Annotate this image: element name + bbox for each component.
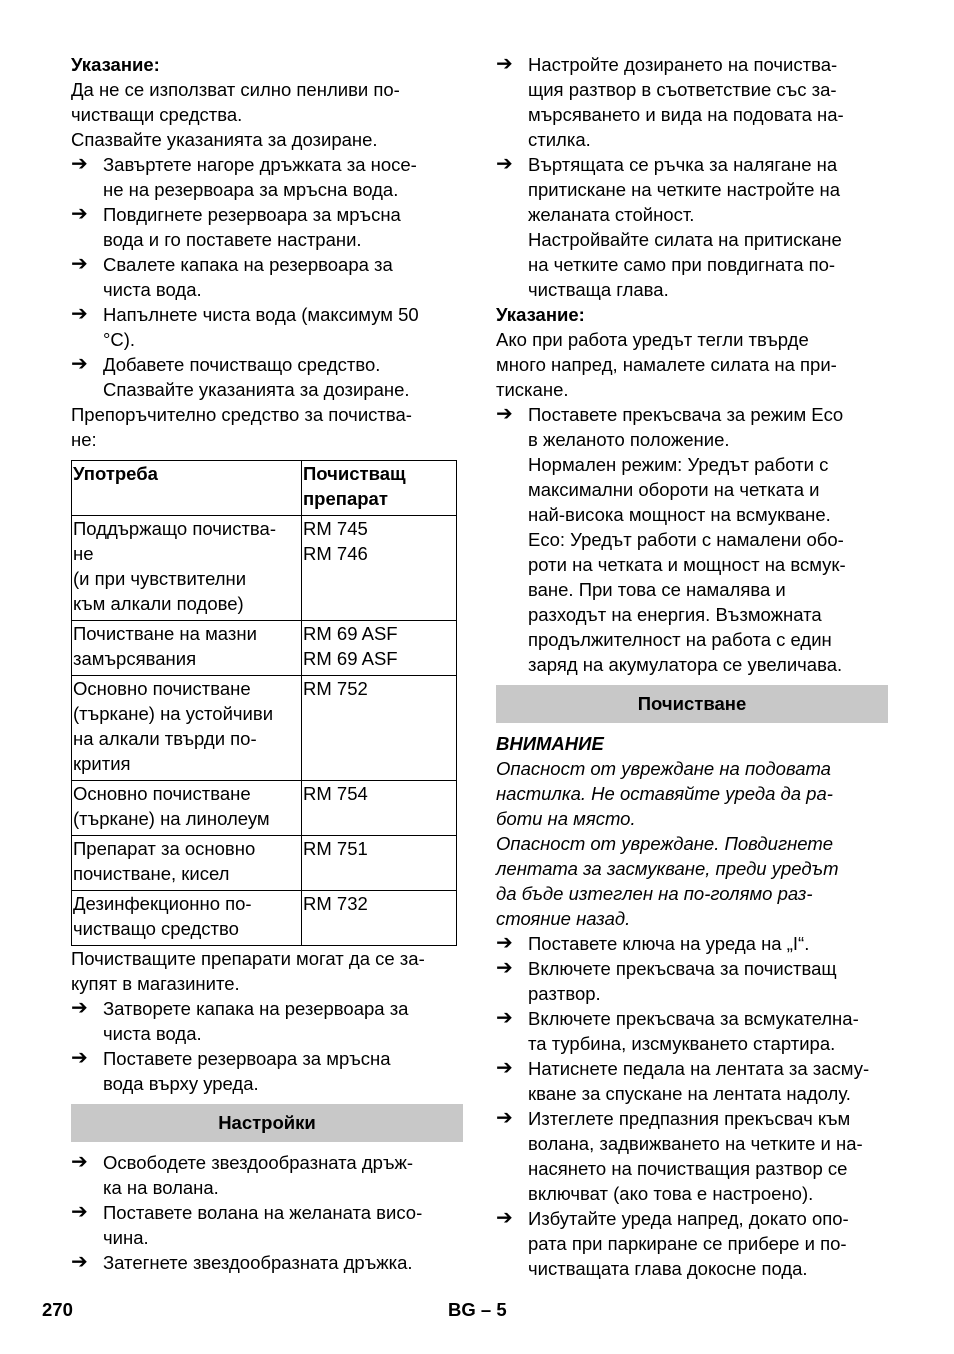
step-list <box>71 1150 463 1275</box>
list-item <box>496 402 888 452</box>
arrow-right-icon: ➔ <box>496 957 513 979</box>
arrow-right-icon: ➔ <box>71 1047 88 1069</box>
arrow-right-icon: ➔ <box>496 153 513 175</box>
text-line: Ако при работа уредът тегли твърде <box>496 329 809 350</box>
text-line: купят в магазините. <box>71 973 240 994</box>
text-line: RM 754 <box>303 783 368 804</box>
table-cell-detergent <box>302 836 457 891</box>
text-line: чистващата глава докосне пода. <box>528 1258 808 1279</box>
text-line: продължителност на работа с един <box>528 629 832 650</box>
text-line: не <box>73 543 94 564</box>
table-cell-detergent <box>302 676 457 781</box>
text-line: Нормален режим: Уредът работи с <box>528 454 829 475</box>
text-line: Опасност от увреждане на подовата <box>496 758 831 779</box>
text-line: роти на четката и мощност на всмук- <box>528 554 846 575</box>
text-line: щия разтвор в съответствие със за- <box>528 79 837 100</box>
text-line: Затворете капака на резервоара за <box>103 998 409 1019</box>
table-cell-usage <box>72 621 302 676</box>
table-cell-usage <box>72 891 302 946</box>
table-row <box>72 781 457 836</box>
list-item <box>496 1106 888 1206</box>
table-row <box>72 516 457 621</box>
arrow-right-icon: ➔ <box>71 1151 88 1173</box>
step-list <box>496 52 888 227</box>
text-line: не: <box>71 429 97 450</box>
text-line: Поставете ключа на уреда на „I“. <box>528 933 810 954</box>
arrow-right-icon: ➔ <box>496 53 513 75</box>
text-line: заряд на акумулатора се увеличава. <box>528 654 843 675</box>
list-item <box>496 1006 888 1056</box>
arrow-right-icon: ➔ <box>496 1007 513 1029</box>
text-line: разходът на енергия. Възможната <box>528 604 822 625</box>
text-line: не на резервоара за мръсна вода. <box>103 179 399 200</box>
text-line: Спазвайте указанията за дозиране. <box>103 379 410 400</box>
list-item <box>71 1046 463 1096</box>
text-line: Настройте дозирането на почиства- <box>528 54 838 75</box>
left-column <box>71 52 463 1275</box>
text-line: Препарат за основно <box>73 838 256 859</box>
text-line: тискане. <box>496 379 569 400</box>
text-line: Изтеглете предпазния прекъсвач към <box>528 1108 851 1129</box>
list-item <box>496 1056 888 1106</box>
text-line: Eco: Уредът работи с намалени обо- <box>528 529 844 550</box>
table-cell-usage <box>72 676 302 781</box>
section-title-settings: Настройки <box>71 1104 463 1142</box>
text-line: мърсяването и вида на подовата на- <box>528 104 844 125</box>
step-list <box>71 996 463 1096</box>
text-line: чиста вода. <box>103 279 202 300</box>
text-line: RM 745 <box>303 518 368 539</box>
warning-title: ВНИМАНИЕ <box>496 733 604 754</box>
text-line: Включете прекъсвача за всмукателна- <box>528 1008 859 1029</box>
list-item <box>496 1206 888 1281</box>
text-line: Дезинфекционно по- <box>73 893 252 914</box>
text-line: Поставете волана на желаната висо- <box>103 1202 423 1223</box>
text-line: та турбина, изсмукването стартира. <box>528 1033 836 1054</box>
step-list <box>71 152 463 402</box>
recommend-text <box>71 402 463 452</box>
text-line: препарат <box>303 488 388 509</box>
text-line: Почистващите препарати могат да се за- <box>71 948 425 969</box>
text-line: крития <box>73 753 131 774</box>
text-line: RM 751 <box>303 838 368 859</box>
text-line: RM 69 ASF <box>303 623 398 644</box>
list-item <box>71 1200 463 1250</box>
text-line: Да не се използват силно пенливи по- <box>71 79 400 100</box>
text-line: настилка. Не оставяйте уреда да ра- <box>496 783 833 804</box>
text-line: стояние назад. <box>496 908 631 929</box>
text-line: RM 732 <box>303 893 368 914</box>
table-cell-detergent <box>302 621 457 676</box>
text-line: Натиснете педала на лентата за засму- <box>528 1058 870 1079</box>
text-line: RM 746 <box>303 543 368 564</box>
text-line: вода върху уреда. <box>103 1073 259 1094</box>
list-item <box>71 996 463 1046</box>
text-line: желаната стойност. <box>528 204 695 225</box>
list-item <box>71 202 463 252</box>
text-line: Повдигнете резервоара за мръсна <box>103 204 401 225</box>
table-row <box>72 621 457 676</box>
text-line: чистваща глава. <box>528 279 669 300</box>
text-line: Почистващ <box>303 463 406 484</box>
note-title: Указание: <box>496 304 585 325</box>
arrow-right-icon: ➔ <box>496 932 513 954</box>
arrow-right-icon: ➔ <box>71 353 88 375</box>
text-line: Добавете почистващо средство. <box>103 354 381 375</box>
text-line: чина. <box>103 1227 149 1248</box>
footer-section: BG – 5 <box>448 1299 507 1320</box>
text-line: Завъртете нагоре дръжката за носе- <box>103 154 417 175</box>
arrow-right-icon: ➔ <box>496 1207 513 1229</box>
note-title: Указание: <box>71 54 160 75</box>
text-line: Освободете звездообразната дръж- <box>103 1152 414 1173</box>
text-line: Основно почистване <box>73 678 251 699</box>
text-line: чиста вода. <box>103 1023 202 1044</box>
note-text <box>496 327 888 402</box>
step-list <box>496 402 888 452</box>
text-line: Свалете капака на резервоара за <box>103 254 393 275</box>
list-item <box>496 956 888 1006</box>
text-line: към алкали подове) <box>73 593 244 614</box>
text-line: Препоръчително средство за почиства- <box>71 404 412 425</box>
text-line: волана, задвижването на четките и на- <box>528 1133 863 1154</box>
table-cell-usage <box>72 836 302 891</box>
text-line: чистващо средство <box>73 918 239 939</box>
table-cell-usage <box>72 516 302 621</box>
text-line: Напълнете чиста вода (максимум 50 <box>103 304 419 325</box>
page-number: 270 <box>42 1299 73 1320</box>
text-line: лентата за засмукване, преди уредът <box>496 858 839 879</box>
warning-text <box>496 756 888 931</box>
text-line: вода и го поставете настрани. <box>103 229 362 250</box>
table-cell-usage <box>72 781 302 836</box>
list-item <box>71 1150 463 1200</box>
text-line: рата при паркиране се прибере и по- <box>528 1233 847 1254</box>
table-header-usage <box>72 461 302 516</box>
arrow-right-icon: ➔ <box>71 997 88 1019</box>
arrow-right-icon: ➔ <box>71 1201 88 1223</box>
text-line: разтвор. <box>528 983 601 1004</box>
text-line: Поставете резервоара за мръсна <box>103 1048 391 1069</box>
text-line: Поставете прекъсвача за режим Eco <box>528 404 844 425</box>
list-item <box>71 302 463 352</box>
text-line: почистване, кисел <box>73 863 230 884</box>
detergent-table <box>71 460 457 946</box>
step-list <box>496 931 888 1281</box>
text-line: ка на волана. <box>103 1177 219 1198</box>
text-line: в желаното положение. <box>528 429 730 450</box>
text-line: Употреба <box>73 463 158 484</box>
text-line: (търкане) на линолеум <box>73 808 270 829</box>
arrow-right-icon: ➔ <box>71 253 88 275</box>
table-cell-detergent <box>302 891 457 946</box>
list-item <box>496 52 888 152</box>
shop-text <box>71 946 463 996</box>
text-line: Спазвайте указанията за дозиране. <box>71 129 378 150</box>
list-item <box>496 152 888 227</box>
text-line: Основно почистване <box>73 783 251 804</box>
text-line: ване. При това се намалява и <box>528 579 786 600</box>
table-row <box>72 836 457 891</box>
text-line: °C). <box>103 329 136 350</box>
table-body <box>72 516 457 946</box>
text-line: (и при чувствителни <box>73 568 247 589</box>
arrow-right-icon: ➔ <box>71 153 88 175</box>
list-item <box>71 152 463 202</box>
text-line: максимални обороти на четката и <box>528 479 820 500</box>
text-line: Опасност от увреждане. Повдигнете <box>496 833 834 854</box>
list-item <box>71 1250 463 1275</box>
text-line: насянето на почистващия разтвор се <box>528 1158 848 1179</box>
text-line: Въртящата се ръчка за налягане на <box>528 154 838 175</box>
arrow-right-icon: ➔ <box>71 1251 88 1273</box>
arrow-right-icon: ➔ <box>496 1107 513 1129</box>
table-cell-detergent <box>302 781 457 836</box>
text-line: на четките само при повдигната по- <box>528 254 836 275</box>
table-header-detergent <box>302 461 457 516</box>
list-item <box>71 252 463 302</box>
text-line: много напред, намалете силата на при- <box>496 354 837 375</box>
text-line: Настройвайте силата на притискане <box>528 229 842 250</box>
arrow-right-icon: ➔ <box>71 203 88 225</box>
text-line: притискане на четките настройте на <box>528 179 841 200</box>
table-cell-detergent <box>302 516 457 621</box>
text-line: замърсявания <box>73 648 197 669</box>
arrow-right-icon: ➔ <box>496 403 513 425</box>
list-item <box>496 931 888 956</box>
arrow-right-icon: ➔ <box>71 303 88 325</box>
text-line: най-висока мощност на всмукване. <box>528 504 831 525</box>
text-line: стилка. <box>528 129 591 150</box>
table-header-row <box>72 461 457 516</box>
text-line: включват (ако това е настроено). <box>528 1183 814 1204</box>
text-line: RM 69 ASF <box>303 648 398 669</box>
table-row <box>72 891 457 946</box>
text-line: RM 752 <box>303 678 368 699</box>
step-detail <box>496 452 888 677</box>
text-line: чистващи средства. <box>71 104 243 125</box>
step-detail <box>496 227 888 302</box>
text-line: Затегнете звездообразната дръжка. <box>103 1252 413 1273</box>
right-column <box>496 52 888 1281</box>
text-line: Поддържащо почиства- <box>73 518 276 539</box>
table-row <box>72 676 457 781</box>
list-item <box>71 352 463 402</box>
section-title-cleaning: Почистване <box>496 685 888 723</box>
text-line: боти на място. <box>496 808 636 829</box>
arrow-right-icon: ➔ <box>496 1057 513 1079</box>
text-line: да бъде изтеглен на по-голямо раз- <box>496 883 813 904</box>
text-line: на алкали твърди по- <box>73 728 257 749</box>
note-text <box>71 77 463 152</box>
text-line: кване за спускане на лентата надолу. <box>528 1083 851 1104</box>
text-line: Включете прекъсвача за почистващ <box>528 958 837 979</box>
text-line: Избутайте уреда напред, докато опо- <box>528 1208 849 1229</box>
text-line: (търкане) на устойчиви <box>73 703 274 724</box>
text-line: Почистване на мазни <box>73 623 257 644</box>
